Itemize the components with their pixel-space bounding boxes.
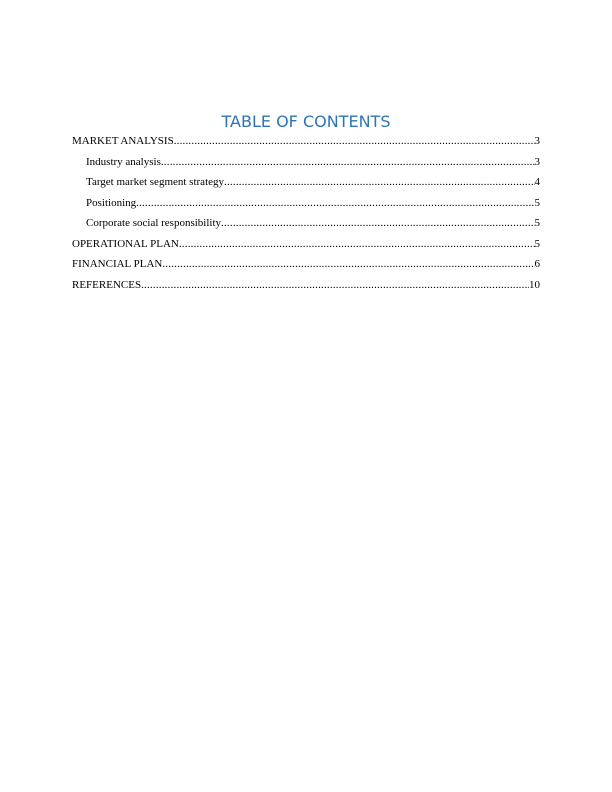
toc-dot-leader <box>224 174 534 190</box>
toc-heading: TABLE OF CONTENTS <box>221 112 391 131</box>
toc-entry-label: Target market segment strategy <box>86 176 225 188</box>
toc-dot-leader <box>161 154 535 170</box>
toc-page-number: 10 <box>529 278 540 291</box>
toc-page-number: 3 <box>534 135 540 147</box>
toc-page-number: 4 <box>534 176 540 188</box>
toc-entry-label: Positioning <box>86 196 137 209</box>
toc-entry-financial-plan[interactable] <box>72 256 540 277</box>
toc-page-number: 5 <box>534 196 540 209</box>
toc-dot-leader <box>174 133 535 149</box>
toc-dot-leader <box>221 215 534 231</box>
toc-entry-label: FINANCIAL PLAN <box>72 258 163 270</box>
toc-dot-leader <box>141 277 529 293</box>
toc-dot-leader <box>162 256 534 272</box>
toc-entry-label: MARKET ANALYSIS <box>72 135 174 147</box>
toc-entry-label: OPERATIONAL PLAN <box>72 237 179 250</box>
toc-entry-positioning[interactable] <box>72 195 540 216</box>
toc-dot-leader <box>136 195 534 211</box>
toc-page-number: 5 <box>534 237 540 250</box>
toc-entry-market-analysis[interactable] <box>72 133 540 154</box>
toc-list <box>72 133 540 297</box>
toc-entry-label: REFERENCES <box>72 278 142 291</box>
toc-page-number: 5 <box>534 217 540 229</box>
toc-entry-label: Corporate social responsibility <box>86 217 222 229</box>
toc-entry-target-market-segment-strategy[interactable] <box>72 174 540 195</box>
toc-entry-corporate-social-responsibility[interactable] <box>72 215 540 236</box>
toc-dot-leader <box>179 236 535 252</box>
toc-entry-label: Industry analysis <box>86 155 161 168</box>
toc-entry-operational-plan[interactable] <box>72 236 540 257</box>
toc-entry-industry-analysis[interactable] <box>72 154 540 175</box>
toc-entry-references[interactable] <box>72 277 540 298</box>
toc-page-number: 6 <box>534 258 540 270</box>
toc-page-number: 3 <box>534 155 540 168</box>
